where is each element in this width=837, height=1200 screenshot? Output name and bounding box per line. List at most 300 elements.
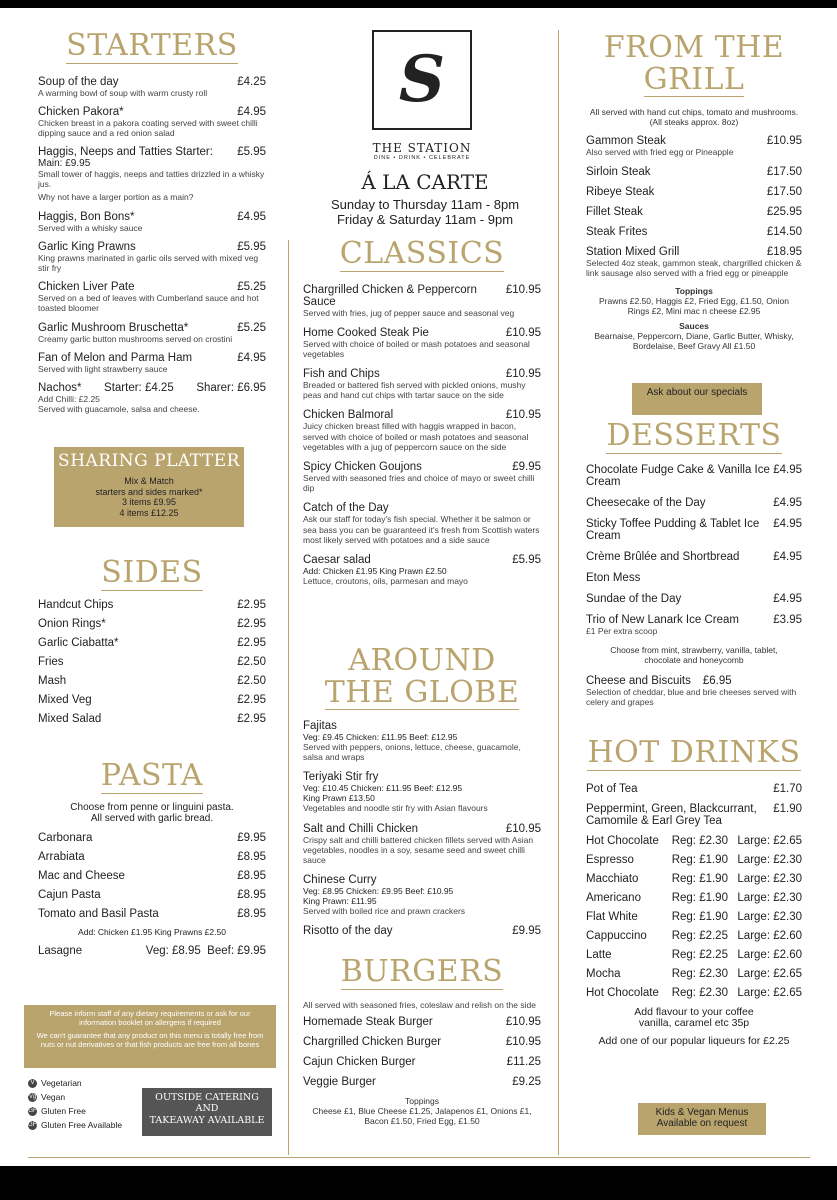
- classic-desc: Served with choice of boiled or mash potatoes and seasonal vegetables: [303, 338, 530, 359]
- cheese-desc: Selection of cheddar, blue and brie cheeses served with celery and grapes: [586, 687, 797, 708]
- side-item-name: Mixed Veg: [38, 693, 92, 706]
- burgers-list: [303, 1016, 541, 1088]
- side-item-price: £2.50: [237, 674, 266, 687]
- burger-item-name: Veggie Burger: [303, 1075, 376, 1088]
- drinks-simple-list: [586, 783, 802, 827]
- notice-l1: Please inform staff of any dietary requirements or ask for our information booklet on allergens if required: [49, 1009, 251, 1027]
- drink-item: [586, 803, 802, 827]
- globe-row-name: Chinese Curry: [303, 874, 377, 887]
- starter-price-sharer: Sharer: £6.95: [196, 381, 266, 394]
- starter-item: [38, 281, 266, 313]
- drink-large: Large: £2.30: [737, 853, 802, 866]
- starter-desc: Served on a bed of leaves with Cumberland sauce and hot toasted bloomer: [38, 293, 259, 314]
- cheese-name: Cheese and Biscuits: [586, 675, 691, 688]
- drink-sized-item: [586, 892, 802, 904]
- bottom-border: [0, 1166, 837, 1200]
- pasta-addon: Add: Chicken £1.95 King Prawns £2.50: [78, 926, 226, 937]
- grill-toppings: Prawns £2.50, Haggis £2, Fried Egg, £1.50, Onion Rings £2, Mini mac n cheese £2.95: [599, 296, 789, 317]
- starters-title: STARTERS: [66, 28, 238, 63]
- drink-large: Large: £2.60: [737, 948, 802, 961]
- globe-row-price: £10.95: [505, 822, 541, 835]
- side-item-price: £2.95: [237, 617, 266, 630]
- side-item-price: £2.95: [237, 598, 266, 611]
- drink-sized-item: [586, 949, 802, 961]
- grill-item: [586, 226, 802, 238]
- pasta-item-price: £8.95: [237, 850, 266, 863]
- starter-row-price: £4.25: [237, 75, 266, 88]
- classic-desc: Juicy chicken breast filled with haggis wrapped in bacon, served with choice of boiled or mash potatoes and seasonal vegetables with a jug of peppercorn sauce on the side: [303, 421, 529, 452]
- classic-item: [303, 409, 541, 452]
- drink-reg: Reg: £1.90: [671, 891, 728, 904]
- drink-name: Cappuccino: [586, 929, 647, 942]
- side-item-name: Fries: [38, 655, 64, 668]
- globe-row: [303, 771, 541, 783]
- legend-item: [28, 1106, 148, 1116]
- drink-reg: Reg: £1.90: [671, 872, 728, 885]
- globe-row-name: Fajitas: [303, 720, 337, 732]
- drink-reg: Reg: £1.90: [671, 910, 728, 923]
- starter-row-price: £5.95: [237, 146, 266, 159]
- starter-desc: Served with light strawberry sauce: [38, 363, 168, 374]
- pasta-item-price: £8.95: [237, 869, 266, 882]
- legend-item: [28, 1078, 148, 1088]
- burger-item-price: £11.25: [506, 1055, 541, 1068]
- starter-name: Nachos*: [38, 381, 82, 394]
- starter-item: [38, 146, 266, 203]
- burgers-toppings-title: Toppings: [404, 1095, 440, 1106]
- desserts-section: [586, 420, 802, 707]
- divider-left: [288, 240, 289, 1155]
- legend-label: Vegetarian: [41, 1078, 82, 1088]
- grill-row-price: £18.95: [766, 245, 802, 258]
- dessert-row: [586, 614, 802, 626]
- drink-large: Large: £2.30: [737, 872, 802, 885]
- classic-item: [303, 502, 541, 545]
- catering-l3: TAKEAWAY AVAILABLE: [149, 1114, 265, 1126]
- side-item-name: Handcut Chips: [38, 598, 114, 611]
- classic-row-name: Spicy Chicken Goujons: [303, 461, 422, 473]
- dessert-row-name: Trio of New Lanark Ice Cream: [586, 613, 739, 626]
- drink-reg: Reg: £2.25: [671, 929, 728, 942]
- dessert-item: [586, 497, 802, 509]
- pasta-intro2: All served with garlic bread.: [90, 812, 214, 824]
- grill-item: [586, 135, 802, 157]
- catering-l1: OUTSIDE CATERING: [155, 1092, 259, 1103]
- classic-row: [303, 327, 541, 339]
- pasta-item-price: £8.95: [237, 907, 266, 920]
- drink-sized-item: [586, 854, 802, 866]
- classic-add: Add: Chicken £1.95 King Prawn £2.50: [303, 565, 447, 576]
- starter-item: [38, 211, 266, 233]
- side-item: [38, 713, 266, 725]
- globe-prices2: King Prawn £13.50: [303, 793, 375, 804]
- dessert-row-name: Sticky Toffee Pudding & Tablet Ice Cream: [586, 517, 760, 542]
- classic-desc: Breaded or battered fish served with pickled onions, mushy peas and hand cut chips with tartar sauce on the side: [303, 380, 526, 401]
- drink-name: Flat White: [586, 910, 638, 923]
- dessert-row: [586, 551, 802, 563]
- globe-desc: Served with peppers, onions, lettuce, cheese, guacamole, salsa and wraps: [303, 742, 521, 763]
- side-item: [38, 599, 266, 611]
- drink-large: Large: £2.65: [737, 986, 802, 999]
- classic-item: [303, 284, 541, 318]
- classic-desc: Ask our staff for today's fish special. Whether it be salmon or sea bass you can be guaranteed it's fresh from Scottish waters most likely served with potatoes and a side sauce: [303, 514, 540, 545]
- burger-item: [303, 1036, 541, 1048]
- side-item-price: £2.50: [237, 655, 266, 668]
- grill-row: [586, 166, 802, 178]
- classic-row-price: £9.95: [512, 461, 541, 473]
- classic-row-name: Fish and Chips: [303, 368, 380, 381]
- classic-desc: Served with fries, jug of pepper sauce and seasonal veg: [303, 307, 515, 318]
- starter-row-price: £4.95: [237, 105, 266, 118]
- dessert-row: [586, 464, 802, 488]
- classic-row-price: £10.95: [505, 326, 541, 339]
- starter-price-starter: Starter: £4.25: [104, 381, 174, 394]
- drinks-title: HOT DRINKS: [587, 735, 801, 770]
- burger-item-name: Cajun Chicken Burger: [303, 1055, 416, 1068]
- side-item-price: £2.95: [237, 636, 266, 649]
- dessert-row-name: Chocolate Fudge Cake & Vanilla Ice Cream: [586, 463, 770, 488]
- notice-l2: We can't guarantee that any product on this menu is totally free from nuts or nut derivatives or that fish products are free from all bones: [36, 1031, 264, 1049]
- drink-name: Hot Chocolate: [586, 986, 659, 999]
- starter-item: [38, 382, 266, 414]
- starter-line2: Main: £9.95: [38, 158, 91, 170]
- globe-desc: Vegetables and noodle stir fry with Asian flavours: [303, 803, 488, 814]
- dessert-row-name: Crème Brûlée and Shortbread: [586, 550, 740, 563]
- starter-row: [38, 76, 266, 88]
- drink-name: Americano: [586, 891, 641, 904]
- side-item: [38, 675, 266, 687]
- starter-row-name: Soup of the day: [38, 75, 119, 88]
- globe-row-name: Salt and Chilli Chicken: [303, 822, 419, 835]
- grill-row-price: £10.95: [766, 135, 802, 148]
- starter-addon: Add Chilli: £2.25: [38, 393, 100, 404]
- lasagne-name: Lasagne: [38, 944, 83, 957]
- globe-item: [303, 925, 541, 937]
- starter-item: [38, 322, 266, 344]
- side-item: [38, 694, 266, 706]
- drink-sized-item: [586, 911, 802, 923]
- starter-desc: Served with guacamole, salsa and cheese.: [38, 404, 200, 415]
- burger-item: [303, 1056, 541, 1068]
- logo-name: THE STATION: [372, 141, 472, 155]
- burger-item-name: Chargrilled Chicken Burger: [303, 1035, 442, 1048]
- pasta-list: [38, 832, 266, 920]
- starter-row-price: £5.25: [237, 281, 266, 294]
- globe-prices: Veg: £8.95 Chicken: £9.95 Beef: £10.95: [303, 886, 454, 897]
- starter-desc: Chicken breast in a pakora coating served with sweet chilli dipping sauce and a red onion salad: [38, 117, 258, 138]
- drink-reg: Reg: £2.25: [671, 948, 728, 961]
- legend-icon: V: [28, 1079, 37, 1088]
- dessert-row-name: Cheesecake of the Day: [586, 496, 706, 509]
- grill-desc: Also served with fried egg or Pineapple: [586, 147, 734, 158]
- grill-row: [586, 226, 802, 238]
- divider-right: [558, 30, 559, 1155]
- sides-section: [38, 557, 266, 732]
- dessert-row: [586, 572, 802, 584]
- starter-item: [38, 106, 266, 138]
- menu-title: Á LA CARTE: [361, 170, 489, 194]
- drink-sized-item: [586, 873, 802, 885]
- starter-row: [38, 281, 266, 293]
- side-item-name: Garlic Ciabatta*: [38, 636, 119, 649]
- grill-row: [586, 246, 802, 258]
- side-item: [38, 656, 266, 668]
- starter-item: [38, 352, 266, 374]
- burger-item-price: £10.95: [505, 1015, 541, 1028]
- logo-letter: S: [398, 42, 446, 117]
- classics-list: [303, 284, 541, 587]
- grill-intro: All served with hand cut chips, tomato and mushrooms.: [589, 107, 799, 117]
- grill-row-name: Sirloin Steak: [586, 165, 651, 178]
- dessert-desc: £1 Per extra scoop: [586, 625, 658, 636]
- burger-item-name: Homemade Steak Burger: [303, 1015, 433, 1028]
- drink-item-name: Peppermint, Green, Blackcurrant, Camomile & Earl Grey Tea: [586, 802, 757, 827]
- pasta-item-name: Mac and Cheese: [38, 869, 125, 882]
- starter-desc: Small tower of haggis, neeps and tatties drizzled in a whisky jus.: [38, 169, 265, 190]
- dietary-legend: [28, 1078, 148, 1134]
- classic-item: [303, 368, 541, 400]
- desserts-list: [586, 464, 802, 636]
- drink-sized-item: [586, 930, 802, 942]
- grill-row-name: Station Mixed Grill: [586, 245, 680, 258]
- grill-row-name: Ribeye Steak: [586, 185, 655, 198]
- drink-sized-item: [586, 987, 802, 999]
- starter-row-name: Garlic Mushroom Bruschetta*: [38, 321, 189, 334]
- drink-item-name: Pot of Tea: [586, 782, 638, 795]
- grill-sauces-title: Sauces: [679, 320, 709, 331]
- dessert-row-name: Eton Mess: [586, 571, 641, 584]
- pasta-item: [38, 889, 266, 901]
- dessert-row-price: £3.95: [773, 613, 802, 626]
- drink-large: Large: £2.60: [737, 929, 802, 942]
- legend-label: Gluten Free: [41, 1106, 86, 1116]
- dessert-row-price: £4.95: [773, 517, 802, 530]
- hours-weekday: Sunday to Thursday 11am - 8pm: [330, 197, 520, 212]
- drink-name: Macchiato: [586, 872, 639, 885]
- lasagne-beef: Beef: £9.95: [207, 944, 266, 957]
- grill-note: (All steaks approx. 8oz): [649, 117, 739, 128]
- drink-large: Large: £2.30: [737, 891, 802, 904]
- drink-large: Large: £2.30: [737, 910, 802, 923]
- starter-desc: A warming bowl of soup with warm crusty roll: [38, 87, 208, 98]
- classic-row: [303, 554, 541, 566]
- side-item-name: Mash: [38, 674, 67, 687]
- bottom-rule: [28, 1157, 810, 1158]
- dessert-row-price: £4.95: [773, 496, 802, 509]
- starter-row-price: £5.95: [237, 240, 266, 253]
- burger-item-price: £10.95: [505, 1035, 541, 1048]
- pasta-item: [38, 832, 266, 844]
- globe-title2: THE GLOBE: [324, 674, 520, 710]
- globe-title1: AROUND: [348, 643, 496, 678]
- burgers-toppings: Cheese £1, Blue Cheese £1.25, Jalapenos £1, Onions £1, Bacon £1.50, Fried Egg, £1.50: [312, 1105, 532, 1127]
- burgers-section: [303, 956, 541, 1126]
- pasta-item: [38, 908, 266, 920]
- classic-item: [303, 461, 541, 493]
- grill-section: [586, 32, 802, 351]
- globe-row-name: Teriyaki Stir fry: [303, 771, 379, 784]
- dessert-item: [586, 518, 802, 542]
- drink-large: Large: £2.65: [737, 967, 802, 980]
- burger-item: [303, 1076, 541, 1088]
- allergy-notice: [24, 1005, 276, 1068]
- grill-row-name: Fillet Steak: [586, 205, 643, 218]
- globe-list: [303, 720, 541, 937]
- grill-row: [586, 186, 802, 198]
- grill-item: [586, 246, 802, 278]
- grill-toppings-title: Toppings: [675, 285, 713, 296]
- grill-item: [586, 186, 802, 198]
- logo: [372, 30, 472, 130]
- legend-item: [28, 1092, 148, 1102]
- grill-row-price: £17.50: [766, 165, 802, 178]
- dessert-row-name: Sundae of the Day: [586, 592, 682, 605]
- drink-name: Espresso: [586, 853, 634, 866]
- classic-desc: Served with seasoned fries and choice of mayo or sweet chilli dip: [303, 473, 535, 494]
- globe-prices: Veg: £10.45 Chicken: £11.95 Beef: £12.95: [303, 783, 463, 794]
- cheese-item: [586, 675, 802, 687]
- dessert-item: [586, 614, 802, 636]
- sharing-platter-box: [54, 447, 244, 527]
- legend-icon: GF: [28, 1107, 37, 1114]
- pasta-item-name: Arrabiata: [38, 850, 85, 863]
- liqueur-note: Add one of our popular liqueurs for £2.25: [598, 1034, 790, 1047]
- classic-row-name: Catch of the Day: [303, 502, 389, 515]
- classic-row-price: £10.95: [505, 283, 541, 296]
- classic-row-price: £10.95: [505, 368, 541, 381]
- dessert-item: [586, 593, 802, 605]
- starter-item: [38, 241, 266, 273]
- starter-desc: King prawns marinated in garlic oils served with mixed veg stir fry: [38, 252, 259, 273]
- drink-item-price: £1.70: [773, 782, 802, 795]
- classic-item: [303, 554, 541, 586]
- sides-list: [38, 599, 266, 725]
- header: [300, 170, 550, 227]
- dessert-row-price: £4.95: [773, 550, 802, 563]
- starter-row: [38, 146, 266, 158]
- pasta-item-name: Tomato and Basil Pasta: [38, 907, 159, 920]
- classic-row-name: Caesar salad: [303, 553, 371, 566]
- globe-desc: Served with boiled rice and prawn crackers: [303, 906, 466, 917]
- drink-large: Large: £2.65: [737, 834, 802, 847]
- legend-icon: GFa: [28, 1121, 40, 1128]
- starter-row-price: £5.25: [237, 321, 266, 334]
- burger-item: [303, 1016, 541, 1028]
- pasta-item-name: Carbonara: [38, 831, 93, 844]
- dessert-row-price: £4.95: [773, 463, 802, 476]
- grill-row-price: £17.50: [766, 185, 802, 198]
- drink-sized-item: [586, 835, 802, 847]
- drink-name: Mocha: [586, 967, 621, 980]
- classic-row: [303, 409, 541, 421]
- top-border: [0, 0, 837, 8]
- globe-row: [303, 720, 541, 732]
- drink-name: Hot Chocolate: [586, 834, 659, 847]
- starter-row: [38, 211, 266, 223]
- burgers-title: BURGERS: [340, 954, 504, 989]
- side-item-name: Onion Rings*: [38, 617, 106, 630]
- globe-item: [303, 874, 541, 916]
- legend-icon: Vg: [28, 1093, 37, 1100]
- pasta-item-price: £9.95: [237, 831, 266, 844]
- grill-title2: GRILL: [643, 61, 745, 97]
- starter-desc: Served with a whisky sauce: [38, 222, 143, 233]
- legend-item: [28, 1120, 148, 1130]
- classic-row: [303, 284, 541, 308]
- dessert-item: [586, 572, 802, 584]
- sides-title: SIDES: [101, 555, 203, 590]
- starter-row-price: £4.95: [237, 351, 266, 364]
- sharing-l2: starters and sides marked*: [95, 486, 203, 497]
- starter-row: [38, 382, 266, 394]
- pasta-intro1: Choose from penne or linguini pasta.: [70, 801, 234, 813]
- pasta-item-name: Cajun Pasta: [38, 888, 101, 901]
- classic-desc: Lettuce, croutons, oils, parmesan and mayo: [303, 575, 468, 586]
- globe-row: [303, 874, 541, 886]
- globe-row-price: £9.95: [512, 925, 541, 938]
- dessert-row: [586, 497, 802, 509]
- starter-row: [38, 241, 266, 253]
- side-item: [38, 618, 266, 630]
- side-item-name: Mixed Salad: [38, 712, 102, 725]
- classic-item: [303, 327, 541, 359]
- globe-section: [303, 645, 541, 946]
- starters-list: [38, 76, 266, 415]
- classic-row-price: £10.95: [505, 409, 541, 422]
- grill-item: [586, 206, 802, 218]
- starter-row-name: Haggis, Neeps and Tatties Starter:: [38, 146, 213, 159]
- burger-item-price: £9.25: [512, 1075, 541, 1088]
- pasta-item: [38, 851, 266, 863]
- starter-row: [38, 352, 266, 364]
- dessert-item: [586, 551, 802, 563]
- left-column: [38, 30, 266, 422]
- side-item-price: £2.95: [237, 693, 266, 706]
- starter-row-name: Fan of Melon and Parma Ham: [38, 351, 193, 364]
- classics-section: [303, 238, 541, 595]
- kids-vegan-box: Kids & Vegan Menus Available on request: [638, 1103, 766, 1135]
- dessert-row: [586, 518, 802, 542]
- starter-row-name: Chicken Pakora*: [38, 105, 124, 118]
- drink-sized-item: [586, 968, 802, 980]
- globe-prices: Veg: £9.45 Chicken: £11.95 Beef: £12.95: [303, 732, 458, 742]
- starter-item: [38, 76, 266, 98]
- globe-item: [303, 823, 541, 866]
- classic-row-name: Chargrilled Chicken & Peppercorn Sauce: [303, 283, 477, 308]
- pasta-item: [38, 870, 266, 882]
- burgers-intro: All served with seasoned fries, coleslaw and relish on the side: [303, 999, 536, 1010]
- legend-label: Vegan: [41, 1092, 66, 1102]
- grill-row-price: £25.95: [766, 205, 802, 218]
- grill-row-name: Gammon Steak: [586, 135, 666, 148]
- pasta-section: [38, 760, 266, 957]
- legend-label: Gluten Free Available: [41, 1120, 123, 1130]
- globe-item: [303, 720, 541, 762]
- grill-title1: FROM THE: [603, 30, 785, 65]
- drink-reg: Reg: £1.90: [671, 853, 728, 866]
- drink-item-price: £1.90: [773, 802, 802, 815]
- drink-item: [586, 783, 802, 795]
- classic-row-name: Home Cooked Steak Pie: [303, 326, 429, 339]
- starter-row-name: Haggis, Bon Bons*: [38, 210, 135, 223]
- sharing-l3: 3 items £9.95: [121, 497, 177, 508]
- classic-row: [303, 368, 541, 380]
- side-item-price: £2.95: [237, 712, 266, 725]
- starter-desc: Creamy garlic button mushrooms served on crostini: [38, 333, 233, 344]
- pasta-item-price: £8.95: [237, 888, 266, 901]
- desserts-title: DESSERTS: [606, 418, 782, 453]
- dessert-row: [586, 593, 802, 605]
